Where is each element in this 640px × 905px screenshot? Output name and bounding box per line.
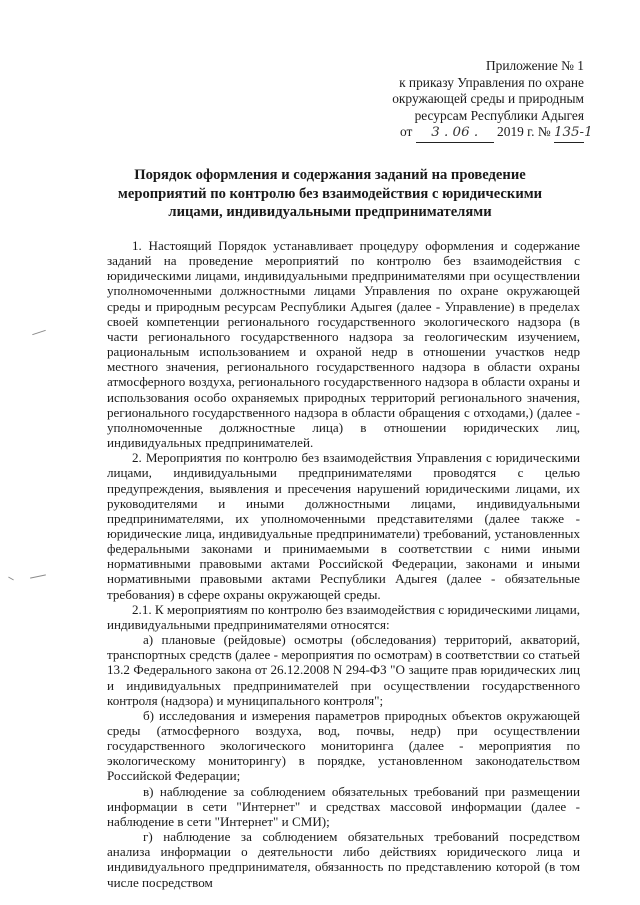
paragraph-1: 1. Настоящий Порядок устанавливает процедуру оформления и содержание заданий на проведение мероприятий по контролю без взаимодействия с юридическими лицами, индивидуальными предпринимателями при осуществлении уполномоченными должностными лицами Управления по охране окружающей среды и природным ресурсам Республики Адыгея (далее - Управление) в пределах своей компетенции регионального государственного экологического надзора (в части регионального государственного надзора за геологическим изучением, рациональным использованием и охраной недр в отношении участков недр местного значения, регионального государственного надзора в области охраны атмосферного воздуха, регионального государственного надзора в области охраны и использования особо охраняемых природных территорий регионального значения, регионального государственного надзора в области обращения с отходами,) (далее - уполномоченные должностные лица) в отношении юридических лиц, индивидуальных предпринимателей. <box>107 238 580 451</box>
annex-date-line <box>392 124 593 143</box>
annex-order-line: окружающей среды и природным <box>392 91 584 107</box>
scan-margin-mark <box>32 330 46 335</box>
item-a: а) плановые (рейдовые) осмотры (обследования) территорий, акваторий, транспортных средств (далее - мероприятия по осмотрам) в соответствии со статьей 13.2 Федерального закона от 26.12.2008 N 294-ФЗ "О защите прав юридических лиц и индивидуальных предпринимателей при осуществлении государственного контроля (надзора) и муниципального контроля"; <box>107 632 580 708</box>
date-suffix: 2019 г. № <box>497 124 551 140</box>
item-v: в) наблюдение за соблюдением обязательных требований при размещении информации в сети "Интернет" и средствах массовой информации (далее - наблюдение в сети "Интернет" и СМИ); <box>107 783 580 829</box>
item-g: г) наблюдение за соблюдением обязательных требований посредством анализа информации о деятельности либо действиях юридического лица и индивидуального предпринимателя, обязанность по представлению которой (в том числе посредством <box>107 829 580 890</box>
document-title: Порядок оформления и содержания заданий на проведение мероприятий по контролю без взаимодействия с юридическими лицами, индивидуальными предпринимателями <box>117 167 543 221</box>
handwritten-date: 3 . 06 . <box>416 125 494 143</box>
annex-order-line: ресурсам Республики Адыгея <box>414 107 584 123</box>
annex-order-line: к приказу Управления по охране <box>399 74 584 90</box>
handwritten-order-number: 135-1 <box>554 125 584 143</box>
annex-header <box>392 58 593 143</box>
item-b: б) исследования и измерения параметров природных объектов окружающей среды (атмосферного воздуха, вод, почвы, недр) при осуществлении государственного экологического мониторинга (далее - мероприятия по экологическому мониторингу) в порядке, установленном законодательством Российской Федерации; <box>107 707 580 784</box>
paragraph-2-1: 2.1. К мероприятиям по контролю без взаимодействия с юридическими лицами, индивидуальными предпринимателями относятся: <box>107 601 581 632</box>
paragraph-2: 2. Мероприятия по контролю без взаимодействия Управления с юридическими лицами, индивидуальными предпринимателями проводятся с целью предупреждения, выявления и пресечения нарушений юридическими лицами, их руководителями и иными должностными лицами, индивидуальными предпринимателями, их уполномоченными представителями (далее также - юридические лица, индивидуальные предприниматели) требований, установленных федеральными законами и принимаемыми в соответствии с ними иными нормативными правовыми актами Российской Федерации, законами и иными нормативными правовыми актами Республики Адыгея (далее - обязательные требования) в сфере охраны окружающей среды. <box>107 450 580 602</box>
scan-margin-mark <box>30 574 46 578</box>
date-prefix: от <box>399 124 413 140</box>
scan-margin-mark <box>8 577 14 581</box>
annex-title: Приложение № 1 <box>485 58 584 73</box>
document-body <box>107 238 580 890</box>
